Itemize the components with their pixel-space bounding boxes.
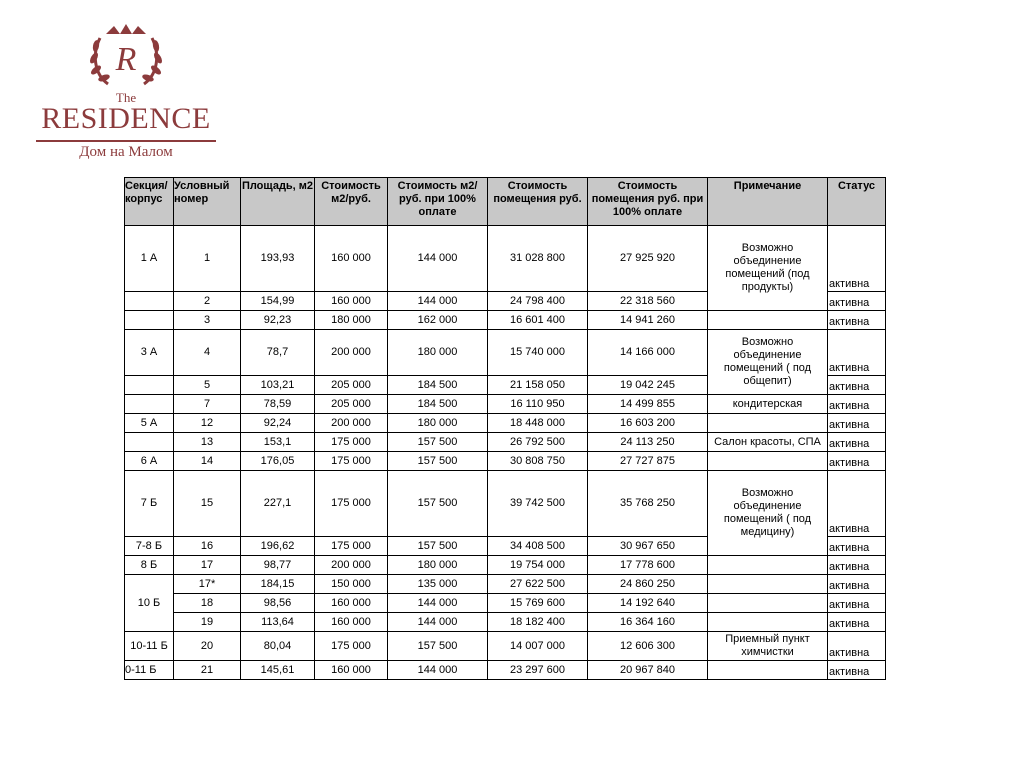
header-number: Условный номер	[174, 178, 241, 226]
cell-price-m2: 160 000	[315, 661, 388, 680]
cell-status: активна	[828, 594, 886, 613]
cell-price-m2: 175 000	[315, 632, 388, 661]
cell-price-m2: 160 000	[315, 226, 388, 292]
logo-name: RESIDENCE	[41, 102, 211, 135]
header-price-total: Стоимость помещения руб.	[488, 178, 588, 226]
cell-number: 14	[174, 452, 241, 471]
cell-area: 92,23	[241, 311, 315, 330]
table-row	[125, 433, 886, 452]
cell-price-total-full: 27 727 875	[588, 452, 708, 471]
cell-number: 13	[174, 433, 241, 452]
cell-number: 17	[174, 556, 241, 575]
cell-price-total-full: 22 318 560	[588, 292, 708, 311]
table-row	[125, 311, 886, 330]
cell-area: 78,59	[241, 395, 315, 414]
cell-status: активна	[828, 433, 886, 452]
cell-section	[125, 376, 174, 395]
cell-note	[708, 311, 828, 330]
cell-price-m2: 205 000	[315, 395, 388, 414]
cell-area: 176,05	[241, 452, 315, 471]
cell-note: Возможно объединение помещений ( под медицину)	[708, 471, 828, 556]
cell-price-m2: 175 000	[315, 471, 388, 537]
logo-divider	[36, 140, 216, 142]
cell-section	[125, 311, 174, 330]
cell-price-m2: 160 000	[315, 613, 388, 632]
logo-the: The	[115, 90, 137, 105]
cell-number: 4	[174, 330, 241, 376]
cell-price-m2-full: 180 000	[388, 556, 488, 575]
table-row	[125, 556, 886, 575]
cell-note: Возможно объединение помещений ( под общепит)	[708, 330, 828, 395]
cell-status: активна	[828, 226, 886, 292]
cell-section: 0-11 Б	[125, 661, 174, 680]
header-section: Секция/корпус	[125, 178, 174, 226]
cell-section: 5 А	[125, 414, 174, 433]
header-price-m2-full: Стоимость м2/руб. при 100% оплате	[388, 178, 488, 226]
logo-monogram: R	[115, 41, 137, 78]
cell-number: 7	[174, 395, 241, 414]
cell-price-total: 21 158 050	[488, 376, 588, 395]
cell-area: 154,99	[241, 292, 315, 311]
logo-subtitle: Дом на Малом	[79, 144, 173, 160]
cell-price-total-full: 14 192 640	[588, 594, 708, 613]
cell-status: активна	[828, 575, 886, 594]
cell-price-m2-full: 157 500	[388, 632, 488, 661]
cell-price-m2-full: 144 000	[388, 661, 488, 680]
cell-number: 21	[174, 661, 241, 680]
table-row	[125, 613, 886, 632]
cell-price-total-full: 35 768 250	[588, 471, 708, 537]
cell-price-total-full: 24 860 250	[588, 575, 708, 594]
cell-price-total: 39 742 500	[488, 471, 588, 537]
cell-status: активна	[828, 292, 886, 311]
cell-number: 16	[174, 537, 241, 556]
cell-price-m2-full: 157 500	[388, 452, 488, 471]
cell-price-total-full: 24 113 250	[588, 433, 708, 452]
cell-price-total-full: 12 606 300	[588, 632, 708, 661]
cell-area: 98,77	[241, 556, 315, 575]
cell-note	[708, 575, 828, 594]
table-row	[125, 395, 886, 414]
residence-logo	[34, 24, 218, 164]
cell-status: активна	[828, 311, 886, 330]
cell-area: 153,1	[241, 433, 315, 452]
cell-price-total-full: 20 967 840	[588, 661, 708, 680]
cell-price-total: 24 798 400	[488, 292, 588, 311]
header-price-total-full: Стоимость помещения руб. при 100% оплате	[588, 178, 708, 226]
cell-price-total: 26 792 500	[488, 433, 588, 452]
cell-status: активна	[828, 632, 886, 661]
header-area: Площадь, м2	[241, 178, 315, 226]
cell-price-total: 27 622 500	[488, 575, 588, 594]
cell-price-total: 14 007 000	[488, 632, 588, 661]
cell-price-total-full: 27 925 920	[588, 226, 708, 292]
cell-section: 10-11 Б	[125, 632, 174, 661]
cell-section: 8 Б	[125, 556, 174, 575]
table-row	[125, 330, 886, 376]
cell-price-m2-full: 180 000	[388, 330, 488, 376]
cell-section: 7 Б	[125, 471, 174, 537]
table-row	[125, 661, 886, 680]
cell-price-m2: 175 000	[315, 433, 388, 452]
cell-price-total-full: 30 967 650	[588, 537, 708, 556]
cell-section	[125, 433, 174, 452]
cell-price-m2-full: 184 500	[388, 395, 488, 414]
cell-price-m2: 200 000	[315, 330, 388, 376]
cell-section	[125, 292, 174, 311]
cell-price-m2-full: 157 500	[388, 433, 488, 452]
cell-area: 98,56	[241, 594, 315, 613]
cell-area: 145,61	[241, 661, 315, 680]
table-row	[125, 414, 886, 433]
cell-price-m2-full: 162 000	[388, 311, 488, 330]
cell-price-total: 15 769 600	[488, 594, 588, 613]
cell-section: 6 А	[125, 452, 174, 471]
cell-number: 15	[174, 471, 241, 537]
cell-area: 80,04	[241, 632, 315, 661]
cell-status: активна	[828, 395, 886, 414]
cell-price-m2-full: 135 000	[388, 575, 488, 594]
header-price-m2: Стоимость м2/руб.	[315, 178, 388, 226]
cell-area: 184,15	[241, 575, 315, 594]
cell-section: 7-8 Б	[125, 537, 174, 556]
cell-price-m2-full: 157 500	[388, 471, 488, 537]
cell-price-total: 15 740 000	[488, 330, 588, 376]
cell-price-total-full: 17 778 600	[588, 556, 708, 575]
cell-status: активна	[828, 661, 886, 680]
cell-area: 196,62	[241, 537, 315, 556]
cell-note	[708, 594, 828, 613]
cell-note: Приемный пункт химчистки	[708, 632, 828, 661]
cell-price-m2-full: 144 000	[388, 292, 488, 311]
cell-price-m2: 200 000	[315, 414, 388, 433]
cell-price-m2: 205 000	[315, 376, 388, 395]
cell-status: активна	[828, 452, 886, 471]
cell-price-m2: 150 000	[315, 575, 388, 594]
cell-price-total-full: 19 042 245	[588, 376, 708, 395]
cell-status: активна	[828, 414, 886, 433]
cell-price-total-full: 16 603 200	[588, 414, 708, 433]
cell-number: 5	[174, 376, 241, 395]
cell-status: активна	[828, 613, 886, 632]
cell-section	[125, 395, 174, 414]
table-row	[125, 226, 886, 292]
cell-note: Возможно объединение помещений (под продукты)	[708, 226, 828, 311]
cell-status: активна	[828, 556, 886, 575]
cell-price-m2: 200 000	[315, 556, 388, 575]
cell-area: 193,93	[241, 226, 315, 292]
table-row	[125, 632, 886, 661]
table-row	[125, 594, 886, 613]
cell-number: 1	[174, 226, 241, 292]
cell-status: активна	[828, 537, 886, 556]
cell-section: 10 Б	[125, 575, 174, 632]
cell-section: 3 А	[125, 330, 174, 376]
header-row	[125, 178, 886, 226]
price-table	[124, 177, 886, 680]
cell-note	[708, 556, 828, 575]
cell-price-total-full: 14 941 260	[588, 311, 708, 330]
cell-price-total: 34 408 500	[488, 537, 588, 556]
cell-price-total: 18 182 400	[488, 613, 588, 632]
cell-note	[708, 414, 828, 433]
cell-price-m2: 175 000	[315, 452, 388, 471]
cell-price-m2-full: 184 500	[388, 376, 488, 395]
cell-number: 3	[174, 311, 241, 330]
cell-price-total: 16 601 400	[488, 311, 588, 330]
cell-price-total: 16 110 950	[488, 395, 588, 414]
cell-number: 12	[174, 414, 241, 433]
cell-price-m2-full: 180 000	[388, 414, 488, 433]
cell-note	[708, 452, 828, 471]
cell-price-m2: 160 000	[315, 292, 388, 311]
header-note: Примечание	[708, 178, 828, 226]
cell-number: 20	[174, 632, 241, 661]
cell-note: кондитерская	[708, 395, 828, 414]
cell-number: 2	[174, 292, 241, 311]
cell-number: 17*	[174, 575, 241, 594]
cell-price-m2-full: 144 000	[388, 613, 488, 632]
cell-price-m2-full: 157 500	[388, 537, 488, 556]
cell-price-total: 30 808 750	[488, 452, 588, 471]
cell-price-m2: 180 000	[315, 311, 388, 330]
cell-area: 92,24	[241, 414, 315, 433]
cell-status: активна	[828, 330, 886, 376]
cell-area: 78,7	[241, 330, 315, 376]
table-row	[125, 575, 886, 594]
cell-status: активна	[828, 376, 886, 395]
cell-note	[708, 613, 828, 632]
cell-number: 19	[174, 613, 241, 632]
laurel-monogram-icon	[86, 24, 166, 92]
cell-area: 113,64	[241, 613, 315, 632]
cell-section: 1 А	[125, 226, 174, 292]
cell-price-total-full: 16 364 160	[588, 613, 708, 632]
cell-note: Салон красоты, СПА	[708, 433, 828, 452]
cell-price-total: 18 448 000	[488, 414, 588, 433]
cell-area: 103,21	[241, 376, 315, 395]
cell-number: 18	[174, 594, 241, 613]
cell-price-total-full: 14 499 855	[588, 395, 708, 414]
cell-price-total: 19 754 000	[488, 556, 588, 575]
cell-price-total: 23 297 600	[488, 661, 588, 680]
table-row	[125, 452, 886, 471]
cell-price-total-full: 14 166 000	[588, 330, 708, 376]
cell-price-total: 31 028 800	[488, 226, 588, 292]
cell-status: активна	[828, 471, 886, 537]
cell-note	[708, 661, 828, 680]
header-status: Статус	[828, 178, 886, 226]
cell-area: 227,1	[241, 471, 315, 537]
table-row	[125, 471, 886, 537]
cell-price-m2: 160 000	[315, 594, 388, 613]
cell-price-m2: 175 000	[315, 537, 388, 556]
cell-price-m2-full: 144 000	[388, 594, 488, 613]
cell-price-m2-full: 144 000	[388, 226, 488, 292]
